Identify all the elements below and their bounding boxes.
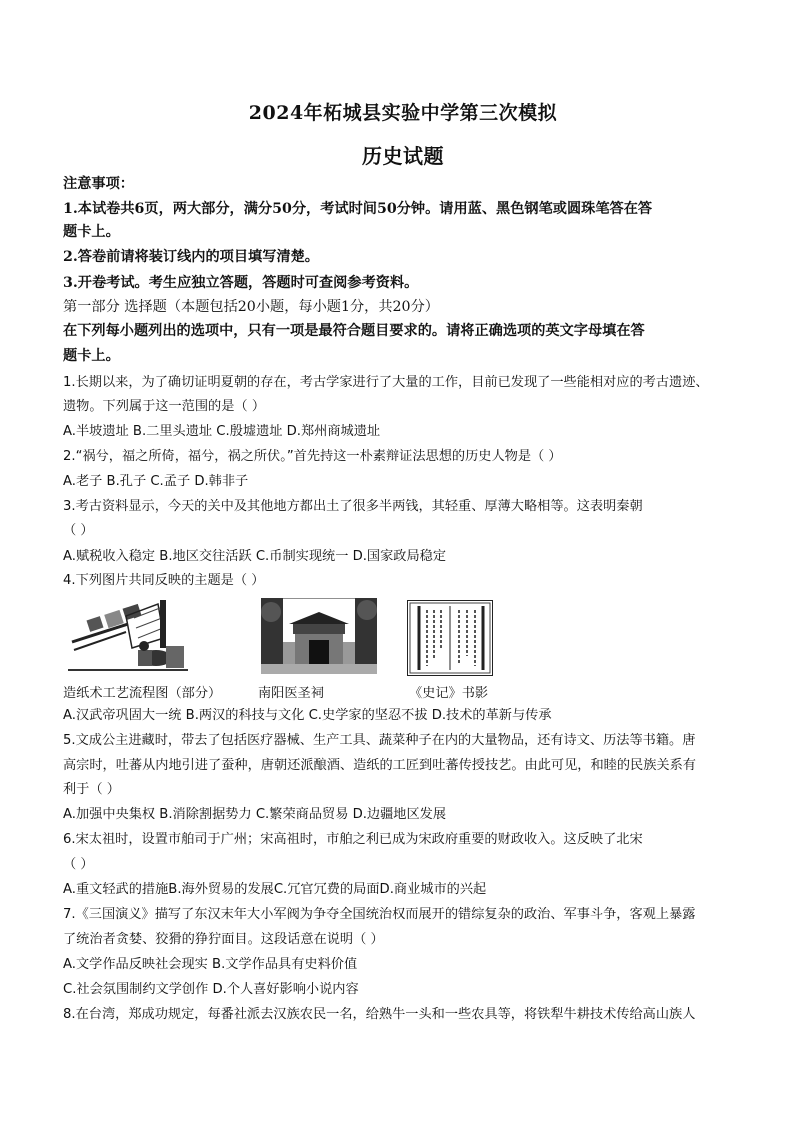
q4-caption-2: 南阳医圣祠: [258, 686, 324, 701]
q5-options: A.加强中央集权 B.消除割据势力 C.繁荣商品贸易 D.边疆地区发展: [63, 807, 447, 822]
q1-stem-a: 1.长期以来，为了确切证明夏朝的存在，考古学家进行了大量的工作，目前已发现了一些能相对应的考古遗迹、: [63, 375, 709, 390]
notice-line-1a: 1.本试卷共6页，两大部分，满分50分，考试时间50分钟。请用蓝、黑色钢笔或圆珠笔答在答: [63, 201, 653, 217]
q2-options: A.老子 B.孔子 C.孟子 D.韩非子: [63, 474, 249, 489]
q7-options-2: C.社会氛围制约文学创作 D.个人喜好影响小说内容: [63, 982, 359, 997]
q6-stem-a: 6.宋太祖时，设置市舶司于广州；宋高祖时，市舶之利已成为宋政府重要的财政收入。这反映了北宋: [63, 832, 643, 847]
subject-title: 历史试题: [362, 144, 444, 168]
q6-stem-b: （ ）: [63, 857, 94, 872]
q4-caption-3: 《史记》书影: [409, 686, 489, 701]
q7-options-1: A.文学作品反映社会现实 B.文学作品具有史料价值: [63, 957, 358, 972]
q5-stem-a: 5.文成公主进藏时，带去了包括医疗器械、生产工具、蔬菜种子在内的大量物品，还有诗文、历法等书籍。唐: [63, 733, 696, 748]
section-heading: 第一部分 选择题（本题包括20小题，每小题1分，共20分）: [63, 299, 439, 315]
section-instruction-b: 题卡上。: [63, 348, 120, 364]
section-instruction-a: 在下列每小题列出的选项中，只有一项是最符合题目要求的。请将正确选项的英文字母填在答: [63, 323, 645, 339]
q4-caption-1: 造纸术工艺流程图（部分）: [63, 686, 222, 701]
notice-line-3: 3.开卷考试。考生应独立答题，答题时可查阅参考资料。: [63, 275, 419, 291]
q3-options: A.赋税收入稳定 B.地区交往活跃 C.币制实现统一 D.国家政局稳定: [63, 549, 447, 564]
q7-stem-b: 了统治者贪婪、狡猾的狰狞面目。这段话意在说明（ ）: [63, 932, 384, 947]
shrine-gate-photo: [261, 598, 377, 674]
q2-stem: 2.“祸兮，福之所倚，福兮，祸之所伏。”首先持这一朴素辩证法思想的历史人物是（ ）: [63, 449, 562, 464]
notice-line-2: 2.答卷前请将装订线内的项目填写清楚。: [63, 249, 319, 265]
q4-stem: 4.下列图片共同反映的主题是（ ）: [63, 573, 265, 588]
q5-stem-c: 利于（ ）: [63, 782, 120, 797]
q7-stem-a: 7.《三国演义》描写了东汉末年大小军阀为争夺全国统治权而展开的错综复杂的政治、军事斗争，客观上暴露: [63, 907, 696, 922]
q1-stem-b: 遗物。下列属于这一范围的是（ ）: [63, 399, 266, 414]
q6-options: A.重文轻武的措施B.海外贸易的发展C.冗官冗费的局面D.商业城市的兴起: [63, 882, 487, 897]
exam-title: 2024年柘城县实验中学第三次模拟: [248, 102, 558, 124]
book-page-photo: [407, 600, 493, 676]
q5-stem-b: 高宗时，吐蕃从内地引进了蚕种，唐朝还派酿酒、造纸的工匠到吐蕃传授技艺。由此可见，和睦的民族关系有: [63, 758, 696, 773]
papermaking-illustration: [68, 596, 188, 676]
q8-stem-a: 8.在台湾，郑成功规定，每番社派去汉族农民一名，给熟牛一头和一些农具等，将铁犁牛耕技术传给高山族人: [63, 1007, 696, 1022]
q3-stem-a: 3.考古资料显示，今天的关中及其他地方都出土了很多半两钱，其轻重、厚薄大略相等。这表明秦朝: [63, 499, 643, 514]
q1-options: A.半坡遗址 B.二里头遗址 C.殷墟遗址 D.郑州商城遗址: [63, 424, 381, 439]
q3-stem-b: （ ）: [63, 523, 94, 538]
q4-options: A.汉武帝巩固大一统 B.两汉的科技与文化 C.史学家的坚忍不拔 D.技术的革新与传承: [63, 708, 552, 723]
notice-line-1b: 题卡上。: [63, 224, 120, 240]
notice-heading: 注意事项：: [63, 176, 134, 192]
